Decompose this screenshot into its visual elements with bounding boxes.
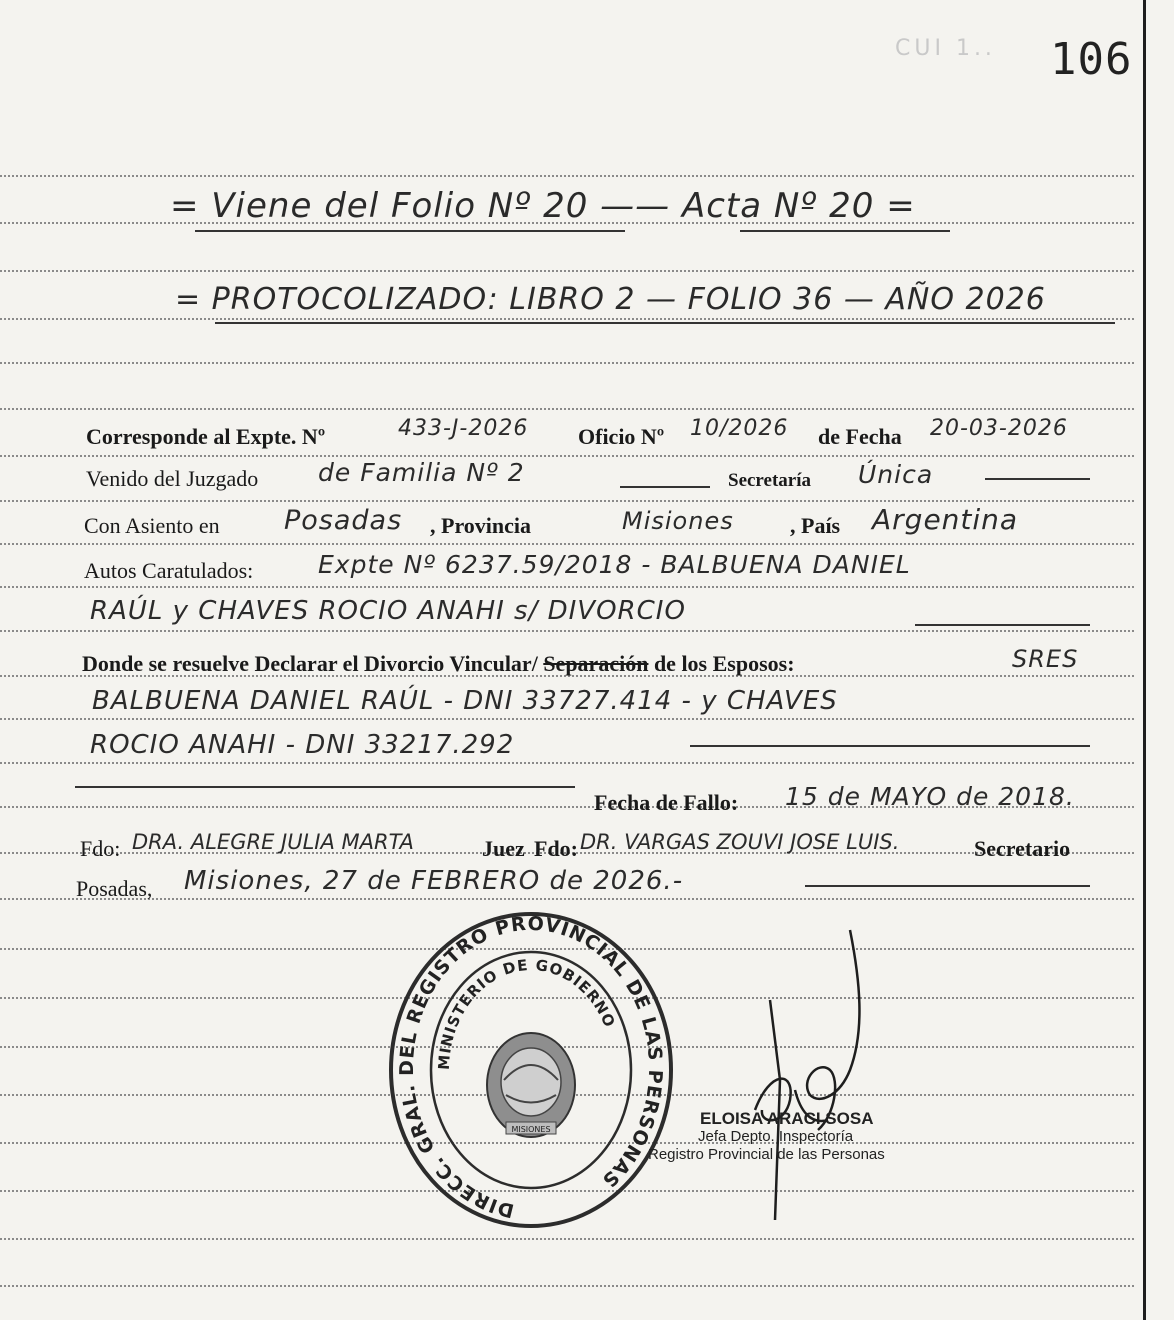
fill-line (985, 478, 1090, 480)
label-secretario: Secretario (974, 836, 1071, 861)
label-fdo-juez: Fdo: (80, 836, 121, 861)
ruled-line (0, 586, 1134, 588)
label-pais: , País (790, 513, 841, 538)
label-donde-part-1: Donde se resuelve Declarar el Divorcio Vincular/ (82, 651, 538, 676)
ruled-line (0, 175, 1134, 177)
ruled-line (0, 543, 1134, 545)
value-juez: DRA. ALEGRE JULIA MARTA (132, 830, 414, 854)
value-secretaria: Única (858, 460, 934, 489)
value-autos-line-1: Expte Nº 6237.59/2018 - BALBUENA DANIEL (318, 550, 911, 579)
value-autos-line-2: RAÚL y CHAVES ROCIO ANAHI s/ DIVORCIO (90, 596, 686, 626)
label-secretaria: Secretaría (728, 470, 811, 491)
signatory-name: ELOISA ARACI SOSA (700, 1109, 874, 1128)
seal-outer-text: DIRECC. GRAL. DEL REGISTRO PROVINCIAL DE LAS PERSONAS (396, 912, 667, 1222)
ruled-line (0, 455, 1134, 457)
ruled-line (0, 630, 1134, 632)
label-fdo-secretario: Fdo: (534, 836, 578, 861)
coat-of-arms-icon (487, 1033, 575, 1137)
registro-seal (386, 910, 676, 1230)
label-donde (82, 651, 795, 677)
label-venido: Venido del Juzgado (86, 466, 259, 491)
header-underline (195, 230, 625, 232)
folio-number: 106 (1050, 34, 1133, 85)
fill-line (805, 885, 1090, 887)
value-expediente: 433-J-2026 (398, 416, 529, 441)
value-lugar-fecha: Misiones, 27 de FEBRERO de 2026.- (184, 866, 684, 896)
signature-block (648, 1110, 885, 1164)
fill-line (690, 745, 1090, 747)
faint-stamp: CUI 1.. (895, 36, 996, 61)
fill-line (915, 624, 1090, 626)
value-esposos-line-2: ROCIO ANAHI - DNI 33217.292 (90, 730, 515, 760)
ruled-line (0, 362, 1134, 364)
seal-emblem-text: MISIONES (511, 1125, 551, 1134)
ruled-line (0, 270, 1134, 272)
label-corresponde: Corresponde al Expte. Nº (86, 424, 326, 449)
fill-line (75, 786, 575, 788)
value-pais: Argentina (872, 503, 1019, 536)
ruled-line (0, 1238, 1134, 1240)
value-asiento: Posadas (284, 505, 403, 536)
value-provincia: Misiones (622, 507, 734, 535)
label-oficio: Oficio Nº (578, 424, 665, 449)
label-fecha: de Fecha (818, 424, 902, 449)
ruled-line (0, 500, 1134, 502)
value-juzgado: de Familia Nº 2 (318, 458, 525, 487)
ruled-line (0, 318, 1134, 320)
header-underline (215, 322, 1115, 324)
header-underline (740, 230, 950, 232)
ruled-line (0, 718, 1134, 720)
header-line-folio-acta: = Viene del Folio Nº 20 —— Acta Nº 20 = (170, 186, 916, 226)
value-fecha: 20-03-2026 (930, 416, 1068, 441)
value-esposos-prefix: SRES (1012, 645, 1079, 673)
signatory-office: Registro Provincial de las Personas (648, 1146, 885, 1163)
label-autos: Autos Caratulados: (84, 558, 254, 583)
fill-line (620, 486, 710, 488)
ruled-line (0, 898, 1134, 900)
value-secretario: DR. VARGAS ZOUVI JOSE LUIS. (580, 830, 900, 854)
page-border (1143, 0, 1146, 1320)
signatory-title: Jefa Depto. Inspectoría (698, 1128, 854, 1145)
handwritten-signature (700, 920, 900, 1220)
value-esposos-line-1: BALBUENA DANIEL RAÚL - DNI 33727.414 - y CHAVES (92, 686, 838, 716)
header-line-protocolizado: = PROTOCOLIZADO: LIBRO 2 — FOLIO 36 — AÑO 2026 (175, 282, 1046, 317)
seal-inner-text: MINISTERIO DE GOBIERNO (434, 955, 619, 1071)
label-posadas: Posadas, (76, 876, 153, 901)
label-donde-part-2: de los Esposos: (653, 651, 795, 676)
label-provincia: , Provincia (430, 513, 532, 538)
label-separacion-struck: Separación (543, 651, 649, 676)
label-juez: Juez (482, 836, 525, 861)
label-asiento: Con Asiento en (84, 513, 220, 538)
value-fecha-fallo: 15 de MAYO de 2018. (785, 782, 1075, 811)
ruled-line (0, 762, 1134, 764)
label-fecha-fallo: Fecha de Fallo: (594, 790, 739, 815)
ruled-line (0, 408, 1134, 410)
ruled-line (0, 1285, 1134, 1287)
value-oficio: 10/2026 (690, 416, 789, 441)
